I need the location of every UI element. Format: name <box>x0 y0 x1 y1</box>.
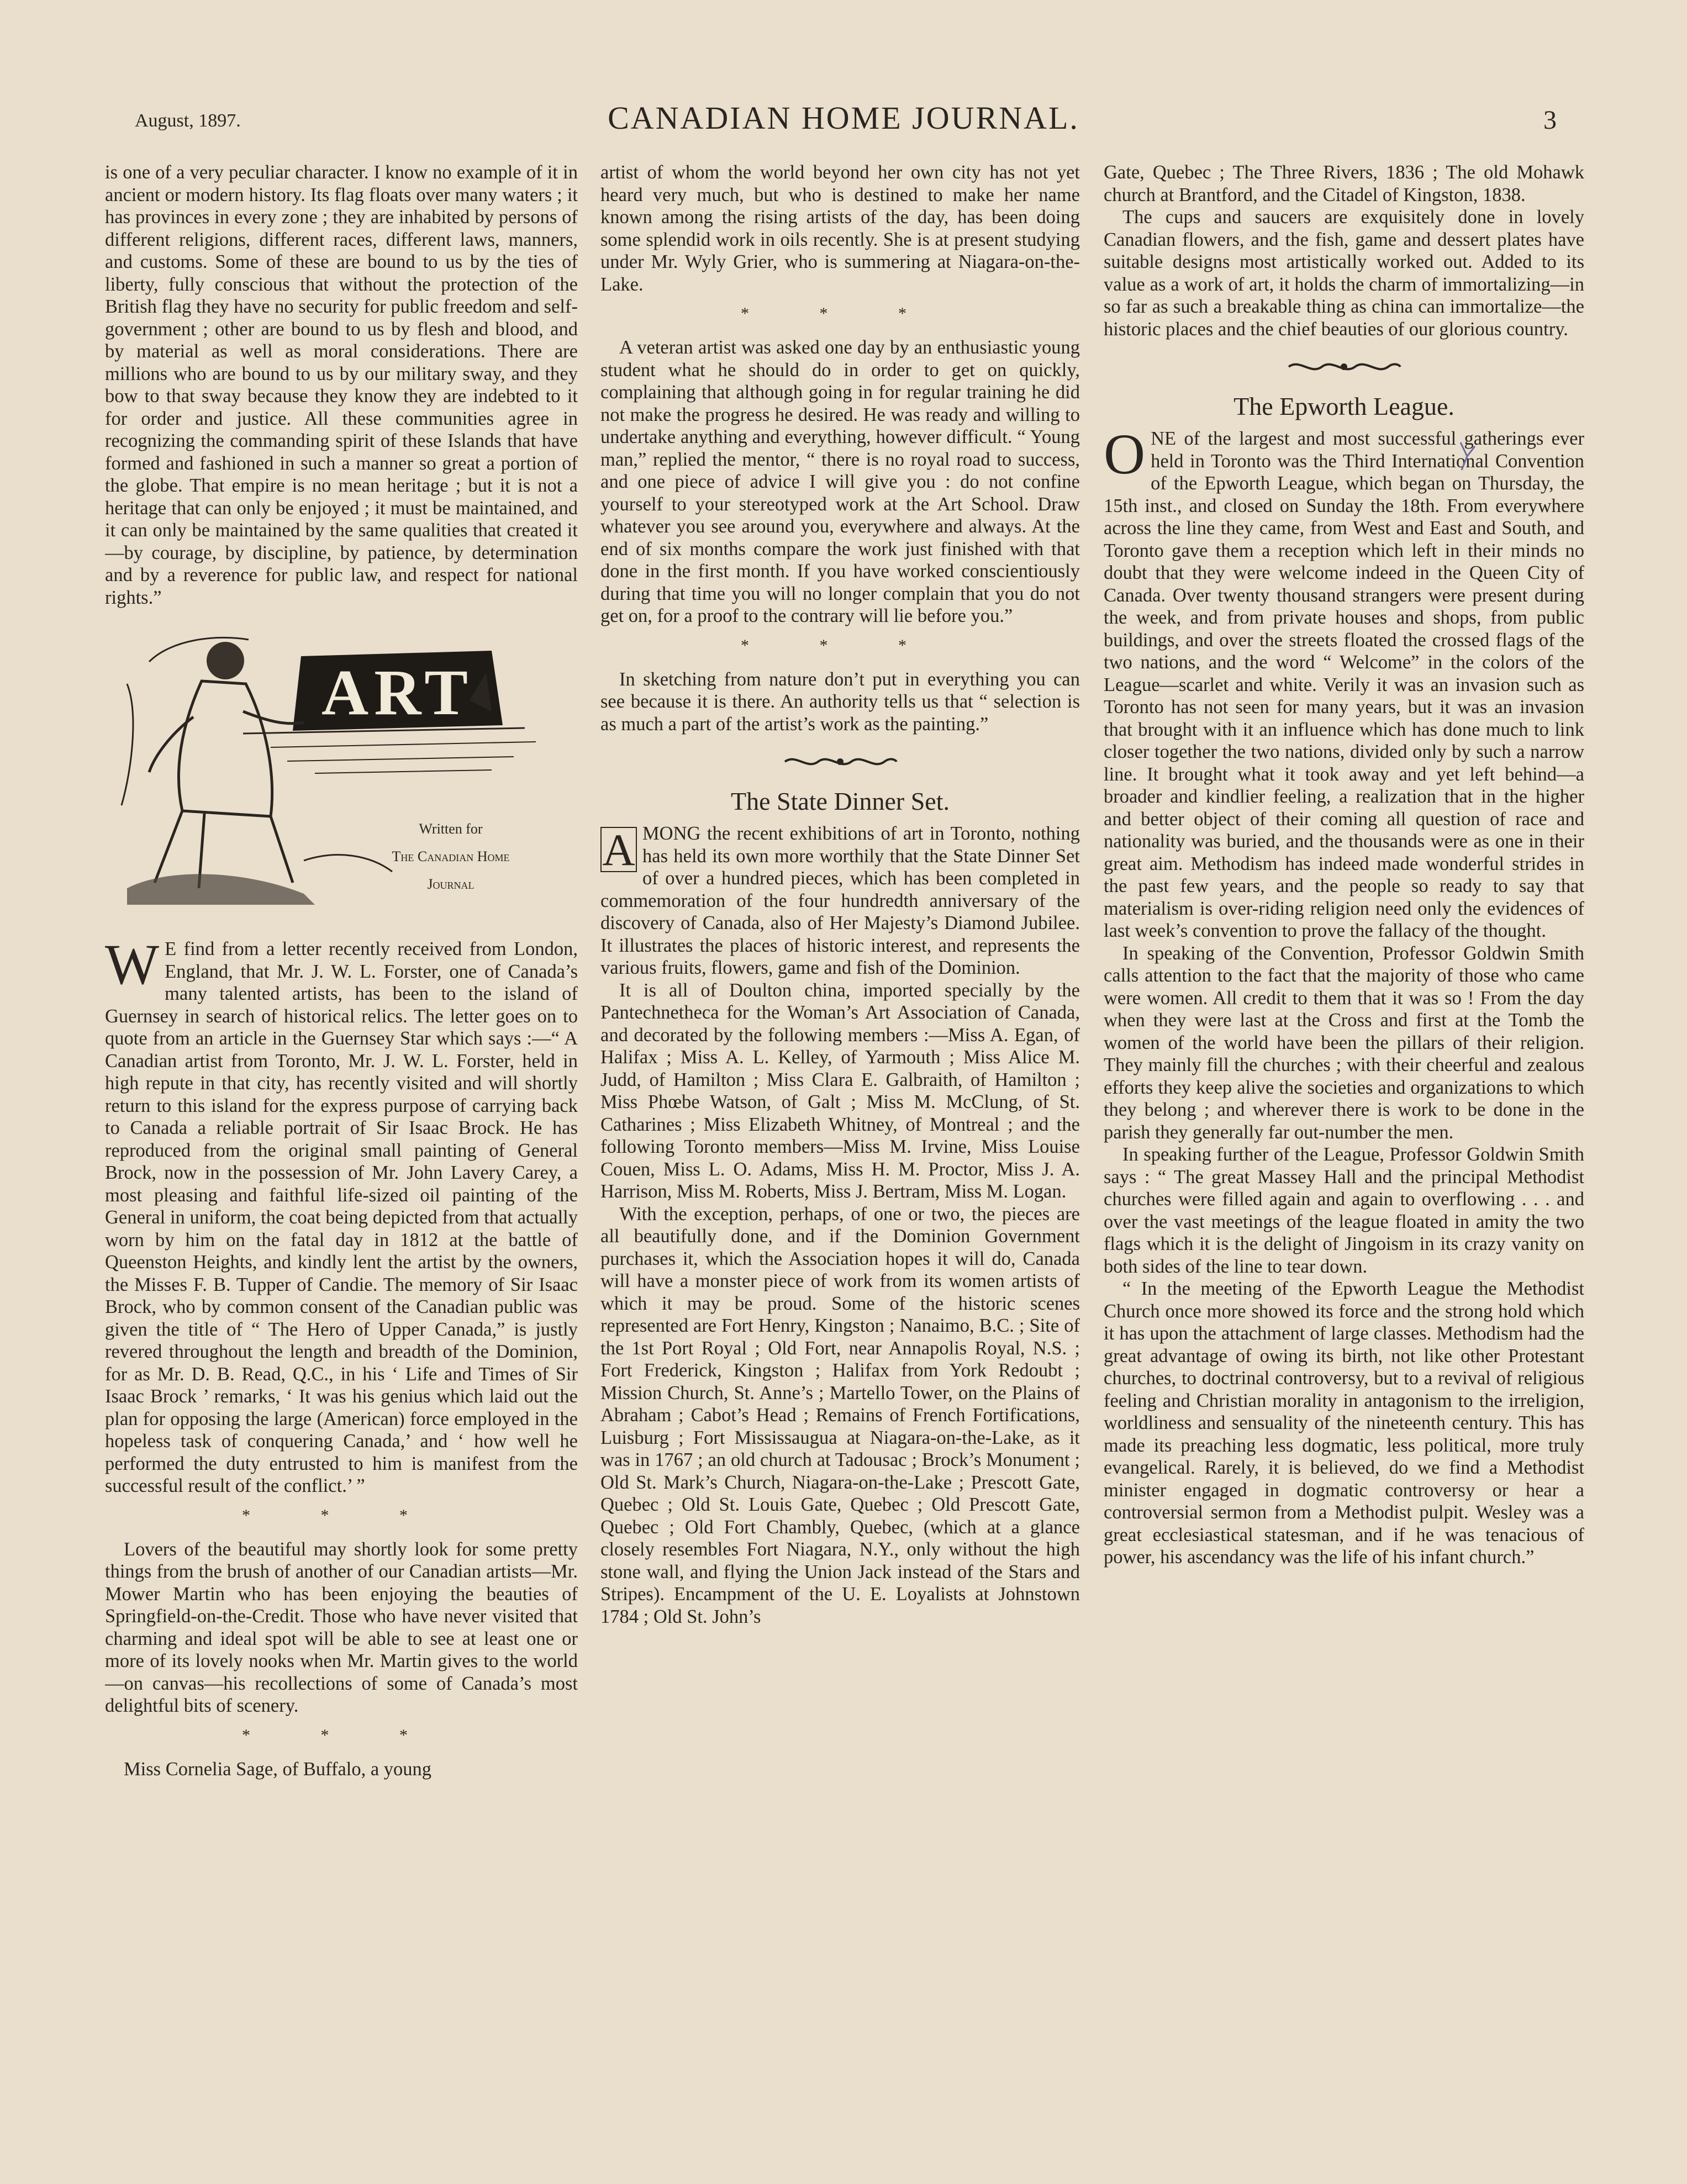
forster-paragraph <box>105 933 578 1497</box>
section-stars: * * * <box>242 1506 441 1524</box>
historic-scenes-paragraph: With the exception, perhaps, of one or two, the pieces are all beautifully done, and if the Dominion Government purchases it, which the Association hopes it will do, Canada will have a monster piece of work from its women artists of which it may be proud. Some of the historic scenes represented are Fort Henry, Kingston ; Nanaimo, B.C. ; Site of the 1st Port Royal ; Old Fort, near Annapolis Royal, N.S. ; Fort Frederick, Kingston ; Halifax from York Redoubt ; Mission Church, St. Anne’s ; Martello Tower, on the Plains of Abraham ; Cabot’s Head ; Remains of French Fortifications, Luisburg ; Fort Mississaugua at Niagara-on-the-Lake, as it was in 1767 ; an old church at Tadousac ; Brock’s Monument ; Old St. Mark’s Church, Niagara-on-the-Lake ; Prescott Gate, Quebec ; Old St. Louis Gate, Quebec ; Old Prescott Gate, Quebec ; Old Fort Chambly, Quebec, (which at a glance closely resembles Fort Niagara, N.Y., only without the high stone wall, and flying the Union Jack instead of the Stars and Stripes). Encampment of the U. E. Loyalists at Johnstown 1784 ; Old St. John’s <box>600 1203 1080 1627</box>
issue-date: August, 1897. <box>135 110 241 131</box>
art-credit <box>357 815 545 898</box>
empire-quote-paragraph: is one of a very peculiar character. I know no example of it in ancient or modern history. Its flag floats over many waters ; it has provinces in every zone ; they are inhabited by persons of different religions, different races, different laws, manners, and customs. Some of these are bound to us by the ties of liberty, fully conscious that without the protection of the British flag they have no security for public freedom and self-government ; other are bound to us by flesh and blood, and by material as well as moral considerations. There are millions who are bound to us by our military sway, and they bow to that sway because they know they are indebted to it for order and justice. All these communities agree in recognizing the commanding spirit of these Islands that have formed and fashioned in such a manner so great a portion of the globe. That empire is no mean heritage ; but it is not a heritage that can only be enjoyed ; it must be maintained, and it can only be maintained by the same qualities that created it—by courage, by discipline, by patience, by determination and by a reverence for public law, and respect for national rights.” <box>105 162 578 608</box>
cornelia-sage-continued: artist of whom the world beyond her own city has not yet heard very much, but who is destined to make her name known among the rising artists of the day, has been doing some splendid work in oils recently. She is at present studying under Mr. Wyly Grier, who is summering at Niagara-on-the-Lake. <box>600 162 1080 295</box>
column-1 <box>105 161 578 2128</box>
art-credit-written-for: Written for <box>419 821 483 837</box>
cornelia-sage-paragraph: Miss Cornelia Sage, of Buffalo, a young <box>124 1758 432 1780</box>
methodist-church-paragraph: “ In the meeting of the Epworth League the Methodist Church once more showed its force and the strong hold which it has upon the attachment of large classes. Methodism had the great advantage of owing its birth, not like other Protestant churches, to doctrinal controversy, but to a revival of religious feeling and Christian morality in antagonism to the irreligion, worldliness and sensuality of the nineteenth century. This has made its preaching less dogmatic, less political, more truly evangelical. Rarely, it is believed, do we find a Methodist minister engaged in dogmatic controversy or hear a controversial sermon from a Methodist pulpit. Wesley was a great ecclesiastical statesman, and if he was tenacious of power, his ascendancy was the life of his infant church.” <box>1104 1278 1584 1568</box>
column-2 <box>600 161 1080 2128</box>
section-stars: * * * <box>242 1726 441 1744</box>
veteran-artist-paragraph: A veteran artist was asked one day by an enthusiastic young student what he should do in order to get on quickly, complaining that although going in for regular training he did not make the progress he desired. He was ready and willing to undertake anything and everything, however difficult. “ Young man,” replied the mentor, “ there is no royal road to success, and one piece of advice I will give you : do not confine yourself to your stereotyped work at the Art School. Draw whatever you see around you, everywhere and always. At the end of six months compare the work just finished with that done in the first month. If you have worked conscientiously during that time you will no longer complain that you do not get on, for a proof to the contrary will lie before you.” <box>600 337 1080 626</box>
state-dinner-intro <box>600 822 1080 979</box>
ornament-divider <box>600 751 1080 776</box>
ornament-scroll-icon <box>779 751 901 773</box>
epworth-intro-text: NE of the largest and most successful gatherings ever held in Toronto was the Third International Convention of the Epworth League, which began on Thursday, the 15th inst., and closed on Sunday the 18th. From everywhere across the line they came, from West and East and South, and Toronto gave them a reception which left in their minds no doubt that they were welcome indeed in the Queen City of Canada. Over twenty thousand strangers were present during the week, and from private houses and shops, from public buildings, and over the streets floated the crossed flags of the two nations, and the word “ Welcome” in the colors of the League—scarlet and white. Verily it was an invasion such as Toronto has not seen for many years, but it was an invasion that brought with it an influence which has done much to link closer together the two nations, divided only by such a narrow line. It brought what it took away and yet left behind—a broader and kindlier feeling, a realization that in the higher and better object of their coming all question of race and nationality was buried, and the thousands were as one in their great aim. Methodism has indeed made wonderful strides in the past few years, and the people so ready to say that materialism is over-riding religion need only the evidences of last week’s convention to prove the fallacy of the thought. <box>1104 428 1584 941</box>
historic-scenes-continued: Gate, Quebec ; The Three Rivers, 1836 ; The old Mohawk church at Brantford, and the Citadel of Kingston, 1838. <box>1104 162 1584 205</box>
doulton-china-paragraph: It is all of Doulton china, imported specially by the Pantechnetheca for the Woman’s Art Association of Canada, and decorated by the following members :—Miss A. Egan, of Halifax ; Miss A. L. Kelley, of Yarmouth ; Miss Alice M. Judd, of Hamilton ; Miss Clara E. Galbraith, of Hamilton ; Miss Phœbe Watson, of Galt ; Miss M. McClung, of St. Catharines ; Miss Elizabeth Whitney, of Montreal ; and the following Toronto members—Miss M. Irvine, Miss Louise Couen, Miss L. O. Adams, Miss H. M. Proctor, Miss J. A. Harrison, Miss M. Roberts, Miss J. Bertram, Miss M. Logan. <box>600 979 1080 1202</box>
drop-cap-o: O <box>1104 423 1146 486</box>
drop-cap-w: W <box>105 933 160 996</box>
drop-cap-a: A <box>600 827 637 872</box>
ornament-divider <box>1104 356 1584 381</box>
art-heading-text: ART <box>321 656 473 729</box>
epworth-intro <box>1104 423 1584 942</box>
pencil-mark-icon <box>1456 440 1478 473</box>
cups-saucers-paragraph: The cups and saucers are exquisitely done in lovely Canadian flowers, and the fish, game and dessert plates have suitable designs most artistically worked out. Added to its value as a work of art, it holds the charm of immortalizing—in so far as such a breakable thing as china can immortalize—the historic places and the chief beauties of our glorious country. <box>1104 207 1584 340</box>
section-stars: * * * <box>741 636 940 655</box>
state-dinner-set-heading: The State Dinner Set. <box>730 787 950 815</box>
section-stars: * * * <box>741 304 940 323</box>
sketching-paragraph: In sketching from nature don’t put in everything you can see because it is there. An authority tells us that “ selection is as much a part of the artist’s work as the painting.” <box>600 668 1080 735</box>
page-number: 3 <box>1543 105 1557 135</box>
art-credit-journal-name: The Canadian Home <box>392 848 510 864</box>
forster-text: E find from a letter recently received from London, England, that Mr. J. W. L. Forster, one of Canada’s many talented artists, has been to the island of Guernsey in search of historical relics. The letter goes on to quote from an article in the Guernsey Star which says :—“ A Canadian artist from Toronto, Mr. J. W. L. Forster, held in high repute in that city, has recently visited and will shortly return to this island for the express purpose of carrying back to Canada a reliable portrait of Sir Isaac Brock. He has reproduced from the original small painting of General Brock, now in the possession of Mr. John Lavery Carey, a most pleasing and faithful life-sized oil painting of the General in uniform, the coat being depicted from that actually worn by him on the fatal day in 1812 at the battle of Queenston Heights, and kindly lent the artist by the owners, the Misses F. B. Tupper of Candie. The memory of Sir Isaac Brock, who by common consent of the Canadian public was given the title of “ The Hero of Upper Canada,” is justly revered throughout the length and breadth of the Dominion, for as Mr. D. B. Read, Q.C., in his ‘ Life and Times of Sir Isaac Brock ’ remarks, ‘ It was his genius which laid out the plan for opposing the large (American) force employed in the hopeless task of conquering Canada,’ and ‘ how well he performed the duty entrusted to him is manifest from the successful result of the conflict.’ ” <box>105 938 578 1496</box>
epworth-league-heading: The Epworth League. <box>1233 392 1454 420</box>
art-section-illustration <box>105 629 578 927</box>
journal-title: CANADIAN HOME JOURNAL. <box>608 100 1079 136</box>
ornament-scroll-icon <box>1283 356 1405 378</box>
massey-hall-paragraph: In speaking further of the League, Professor Goldwin Smith says : “ The great Massey Hall and the principal Methodist churches were filled again and again to overflowing . . . and over the vast meetings of the league floated in amity the two flags which it is the delight of Jingoism in its crazy vanity on both sides of the line to tear down. <box>1104 1144 1584 1277</box>
state-dinner-intro-text: MONG the recent exhibitions of art in Toronto, nothing has held its own more worthily that the State Dinner Set of over a hundred pieces, which has been completed in commemoration of the four hundredth anniversary of the discovery of Canada, also of Her Majesty’s Diamond Jubilee. It illustrates the places of historic interest, and represents the various fruits, flowers, game and fish of the Dominion. <box>600 823 1080 978</box>
page-header <box>0 99 1687 149</box>
mower-martin-paragraph: Lovers of the beautiful may shortly look for some pretty things from the brush of another of our Canadian artists—Mr. Mower Martin who has been enjoying the beauties of Springfield-on-the-Credit. Those who have never visited that charming and ideal spot will be able to see at least one or more of its lovely nooks when Mr. Martin gives to the world—on canvas—his recollections of some of Canada’s most delightful bits of scenery. <box>105 1538 578 1716</box>
goldwin-smith-paragraph: In speaking of the Convention, Professor Goldwin Smith calls attention to the fact that the majority of those who came were women. All credit to them that it was so ! From the day when they were last at the Cross and first at the Tomb the women of the world have been the pillars of their religion. They mainly fill the churches ; with their cheerful and zealous efforts they keep alive the societies and organizations to which they belong ; and wherever there is work to be done in the parish they generally far out-number the men. <box>1104 942 1584 1143</box>
art-credit-journal: Journal <box>427 876 475 892</box>
column-3 <box>1104 161 1584 2128</box>
